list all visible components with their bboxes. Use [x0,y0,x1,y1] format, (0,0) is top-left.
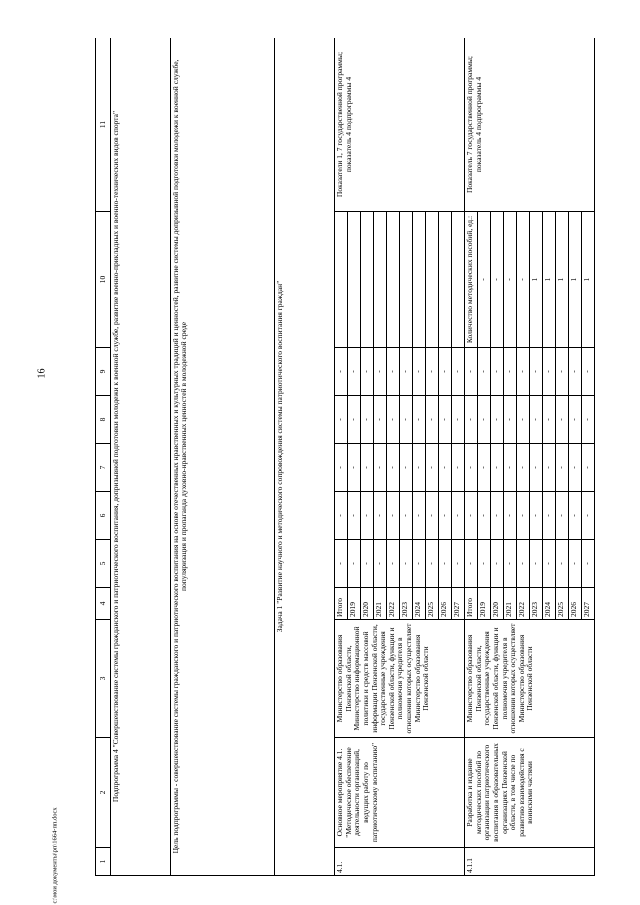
funding-cell: - [439,444,452,492]
subprogram-title: Подпрограмма 4 "Совершенствование системы гражданского и патриотического воспитания, допризывной подготовки молодежи к военной службе, развитие военно-прикладных и военно-технических видов спорта" [111,38,171,876]
funding-cell: - [543,396,556,444]
year-cell: 2021 [504,588,517,620]
column-number: 10 [96,212,111,348]
funding-cell: - [556,444,569,492]
funding-cell: - [348,492,361,540]
indicator-value [426,212,439,348]
funding-cell: - [491,444,504,492]
funding-cell: - [465,540,478,588]
funding-cell: - [517,540,530,588]
funding-cell: - [478,492,491,540]
funding-cell: - [439,540,452,588]
year-cell: 2023 [530,588,543,620]
funding-cell: - [543,492,556,540]
footer-path: c:\мои документы\рп\1664-пп.docx [51,807,59,904]
row-number: 4.1. [335,848,465,876]
funding-cell: - [504,492,517,540]
funding-cell: - [556,396,569,444]
funding-cell: - [530,348,543,396]
funding-cell: - [569,348,582,396]
funding-cell: - [530,444,543,492]
funding-cell: - [361,492,374,540]
funding-cell: - [478,444,491,492]
year-cell: 2022 [387,588,400,620]
indicator-value: 1 [582,212,595,348]
funding-cell: - [335,540,348,588]
page-number: 16 [36,368,48,379]
funding-cell: - [465,396,478,444]
funding-cell: - [413,540,426,588]
funding-cell: - [569,540,582,588]
task-text: Задача 1 "Развитие научного и методического сопровождения системы патриотического воспитания граждан" [275,38,335,876]
table-row [465,38,478,876]
funding-cell: - [582,540,595,588]
funding-cell: - [569,444,582,492]
funding-cell: - [387,444,400,492]
funding-cell: - [517,444,530,492]
funding-cell: - [491,348,504,396]
funding-cell: - [335,396,348,444]
indicator-value: 1 [530,212,543,348]
year-cell: 2024 [413,588,426,620]
indicator-name [335,212,348,348]
funding-cell: - [517,492,530,540]
funding-cell: - [387,540,400,588]
funding-cell: - [374,348,387,396]
funding-cell: - [413,348,426,396]
year-cell: 2025 [556,588,569,620]
indicator-value [400,212,413,348]
funding-cell: - [400,492,413,540]
funding-cell: - [413,492,426,540]
indicator-value: - [517,212,530,348]
funding-cell: - [491,396,504,444]
funding-cell: - [348,396,361,444]
column-number-row [96,38,111,876]
funding-cell: - [361,348,374,396]
column-number: 8 [96,396,111,444]
year-cell: 2025 [426,588,439,620]
funding-cell: - [387,492,400,540]
funding-cell: - [374,396,387,444]
funding-cell: - [400,444,413,492]
funding-cell: - [387,348,400,396]
funding-cell: - [556,540,569,588]
indicator-value: 1 [543,212,556,348]
indicator-value: - [504,212,517,348]
funding-cell: - [348,444,361,492]
funding-cell: - [582,348,595,396]
funding-cell: - [543,444,556,492]
funding-cell: - [582,396,595,444]
indicator-value [452,212,465,348]
funding-cell: - [387,396,400,444]
funding-cell: - [478,348,491,396]
column-number: 5 [96,540,111,588]
table-rotated-wrapper [95,38,595,876]
funding-cell: - [361,540,374,588]
funding-cell: - [530,396,543,444]
year-cell: 2024 [543,588,556,620]
funding-cell: - [452,348,465,396]
year-cell: 2019 [478,588,491,620]
funding-cell: - [452,492,465,540]
row-number: 4.1.1 [465,848,595,876]
funding-cell: - [465,348,478,396]
responsible-executor: Министерство образования Пензенской области, Министерство информационной политики и средств массовой информации Пензенской области, государственные учреждения Пензенской области, функции и полномочия учредителя в отношении которых осуществляет Министерство образования Пензенской области [335,620,465,738]
funding-cell: - [504,540,517,588]
funding-cell: - [426,540,439,588]
year-cell: 2026 [439,588,452,620]
indicator-value [387,212,400,348]
funding-cell: - [556,348,569,396]
funding-cell: - [543,540,556,588]
funding-cell: - [374,492,387,540]
target-indicators: Показатели 1, 7 государственной программы; показатель 4 подпрограммы 4 [335,38,465,212]
year-cell: 2020 [491,588,504,620]
funding-cell: - [569,492,582,540]
indicator-value [361,212,374,348]
year-cell: 2020 [361,588,374,620]
funding-cell: - [335,444,348,492]
funding-cell: - [361,444,374,492]
activity-name: Разработка и издание методических пособий по организации патриотического воспитания в образовательных организациях Пензенской области, в том числе по развитию взаимодействия с воинскими частями [465,738,595,848]
year-cell: Итого [465,588,478,620]
program-table [95,38,595,876]
funding-cell: - [556,492,569,540]
funding-cell: - [465,492,478,540]
funding-cell: - [543,348,556,396]
column-number: 2 [96,738,111,848]
column-number: 3 [96,620,111,738]
funding-cell: - [517,348,530,396]
indicator-value [413,212,426,348]
responsible-executor: Министерство образования Пензенской области, государственные учреждения Пензенской области, функции и полномочия учредителя в отношении которых осуществляет Министерство образования Пензенской области [465,620,595,738]
indicator-value [348,212,361,348]
year-cell: 2026 [569,588,582,620]
year-cell: 2027 [582,588,595,620]
funding-cell: - [426,396,439,444]
column-number: 11 [96,38,111,212]
year-cell: Итого [335,588,348,620]
year-cell: 2022 [517,588,530,620]
funding-cell: - [413,444,426,492]
funding-cell: - [530,492,543,540]
indicator-value [439,212,452,348]
funding-cell: - [361,396,374,444]
funding-cell: - [491,492,504,540]
funding-cell: - [335,492,348,540]
year-cell: 2021 [374,588,387,620]
year-cell: 2023 [400,588,413,620]
funding-cell: - [452,396,465,444]
activity-name: Основное мероприятие 4.1. "Методическое обеспечение деятельности организаций, ведущих работу по патриотическому воспитанию" [335,738,465,848]
funding-cell: - [426,492,439,540]
indicator-name: Количество методических пособий, ед.: [465,212,478,348]
funding-cell: - [478,540,491,588]
funding-cell: - [400,348,413,396]
funding-cell: - [439,396,452,444]
table-row [335,38,348,876]
indicator-value [374,212,387,348]
indicator-value: 1 [556,212,569,348]
funding-cell: - [452,444,465,492]
target-indicators: Показатель 7 государственной программы; показатель 4 подпрограммы 4 [465,38,595,212]
funding-cell: - [517,396,530,444]
year-cell: 2019 [348,588,361,620]
funding-cell: - [491,540,504,588]
column-number: 4 [96,588,111,620]
funding-cell: - [569,396,582,444]
column-number: 6 [96,492,111,540]
funding-cell: - [426,444,439,492]
funding-cell: - [452,540,465,588]
indicator-value: 1 [569,212,582,348]
goal-text: Цель подпрограммы - совершенствование системы гражданского и патриотического воспитания на основе отечественных нравственных и культурных традиций и ценностей, развитие системы допризывной подготовки молодежи к военной службе, популяризация и пропаганда духовно-нравственных ценностей в молодежной среде [170,38,274,876]
column-number: 7 [96,444,111,492]
funding-cell: - [530,540,543,588]
funding-cell: - [582,444,595,492]
funding-cell: - [582,492,595,540]
funding-cell: - [348,348,361,396]
funding-cell: - [478,396,491,444]
funding-cell: - [374,444,387,492]
indicator-value: - [478,212,491,348]
funding-cell: - [374,540,387,588]
column-number: 9 [96,348,111,396]
funding-cell: - [504,444,517,492]
funding-cell: - [504,348,517,396]
indicator-value: - [491,212,504,348]
funding-cell: - [426,348,439,396]
funding-cell: - [348,540,361,588]
rotated-table-area [95,38,595,876]
funding-cell: - [439,348,452,396]
funding-cell: - [413,396,426,444]
funding-cell: - [400,396,413,444]
funding-cell: - [439,492,452,540]
funding-cell: - [465,444,478,492]
funding-cell: - [400,540,413,588]
funding-cell: - [335,348,348,396]
column-number: 1 [96,848,111,876]
funding-cell: - [504,396,517,444]
year-cell: 2027 [452,588,465,620]
